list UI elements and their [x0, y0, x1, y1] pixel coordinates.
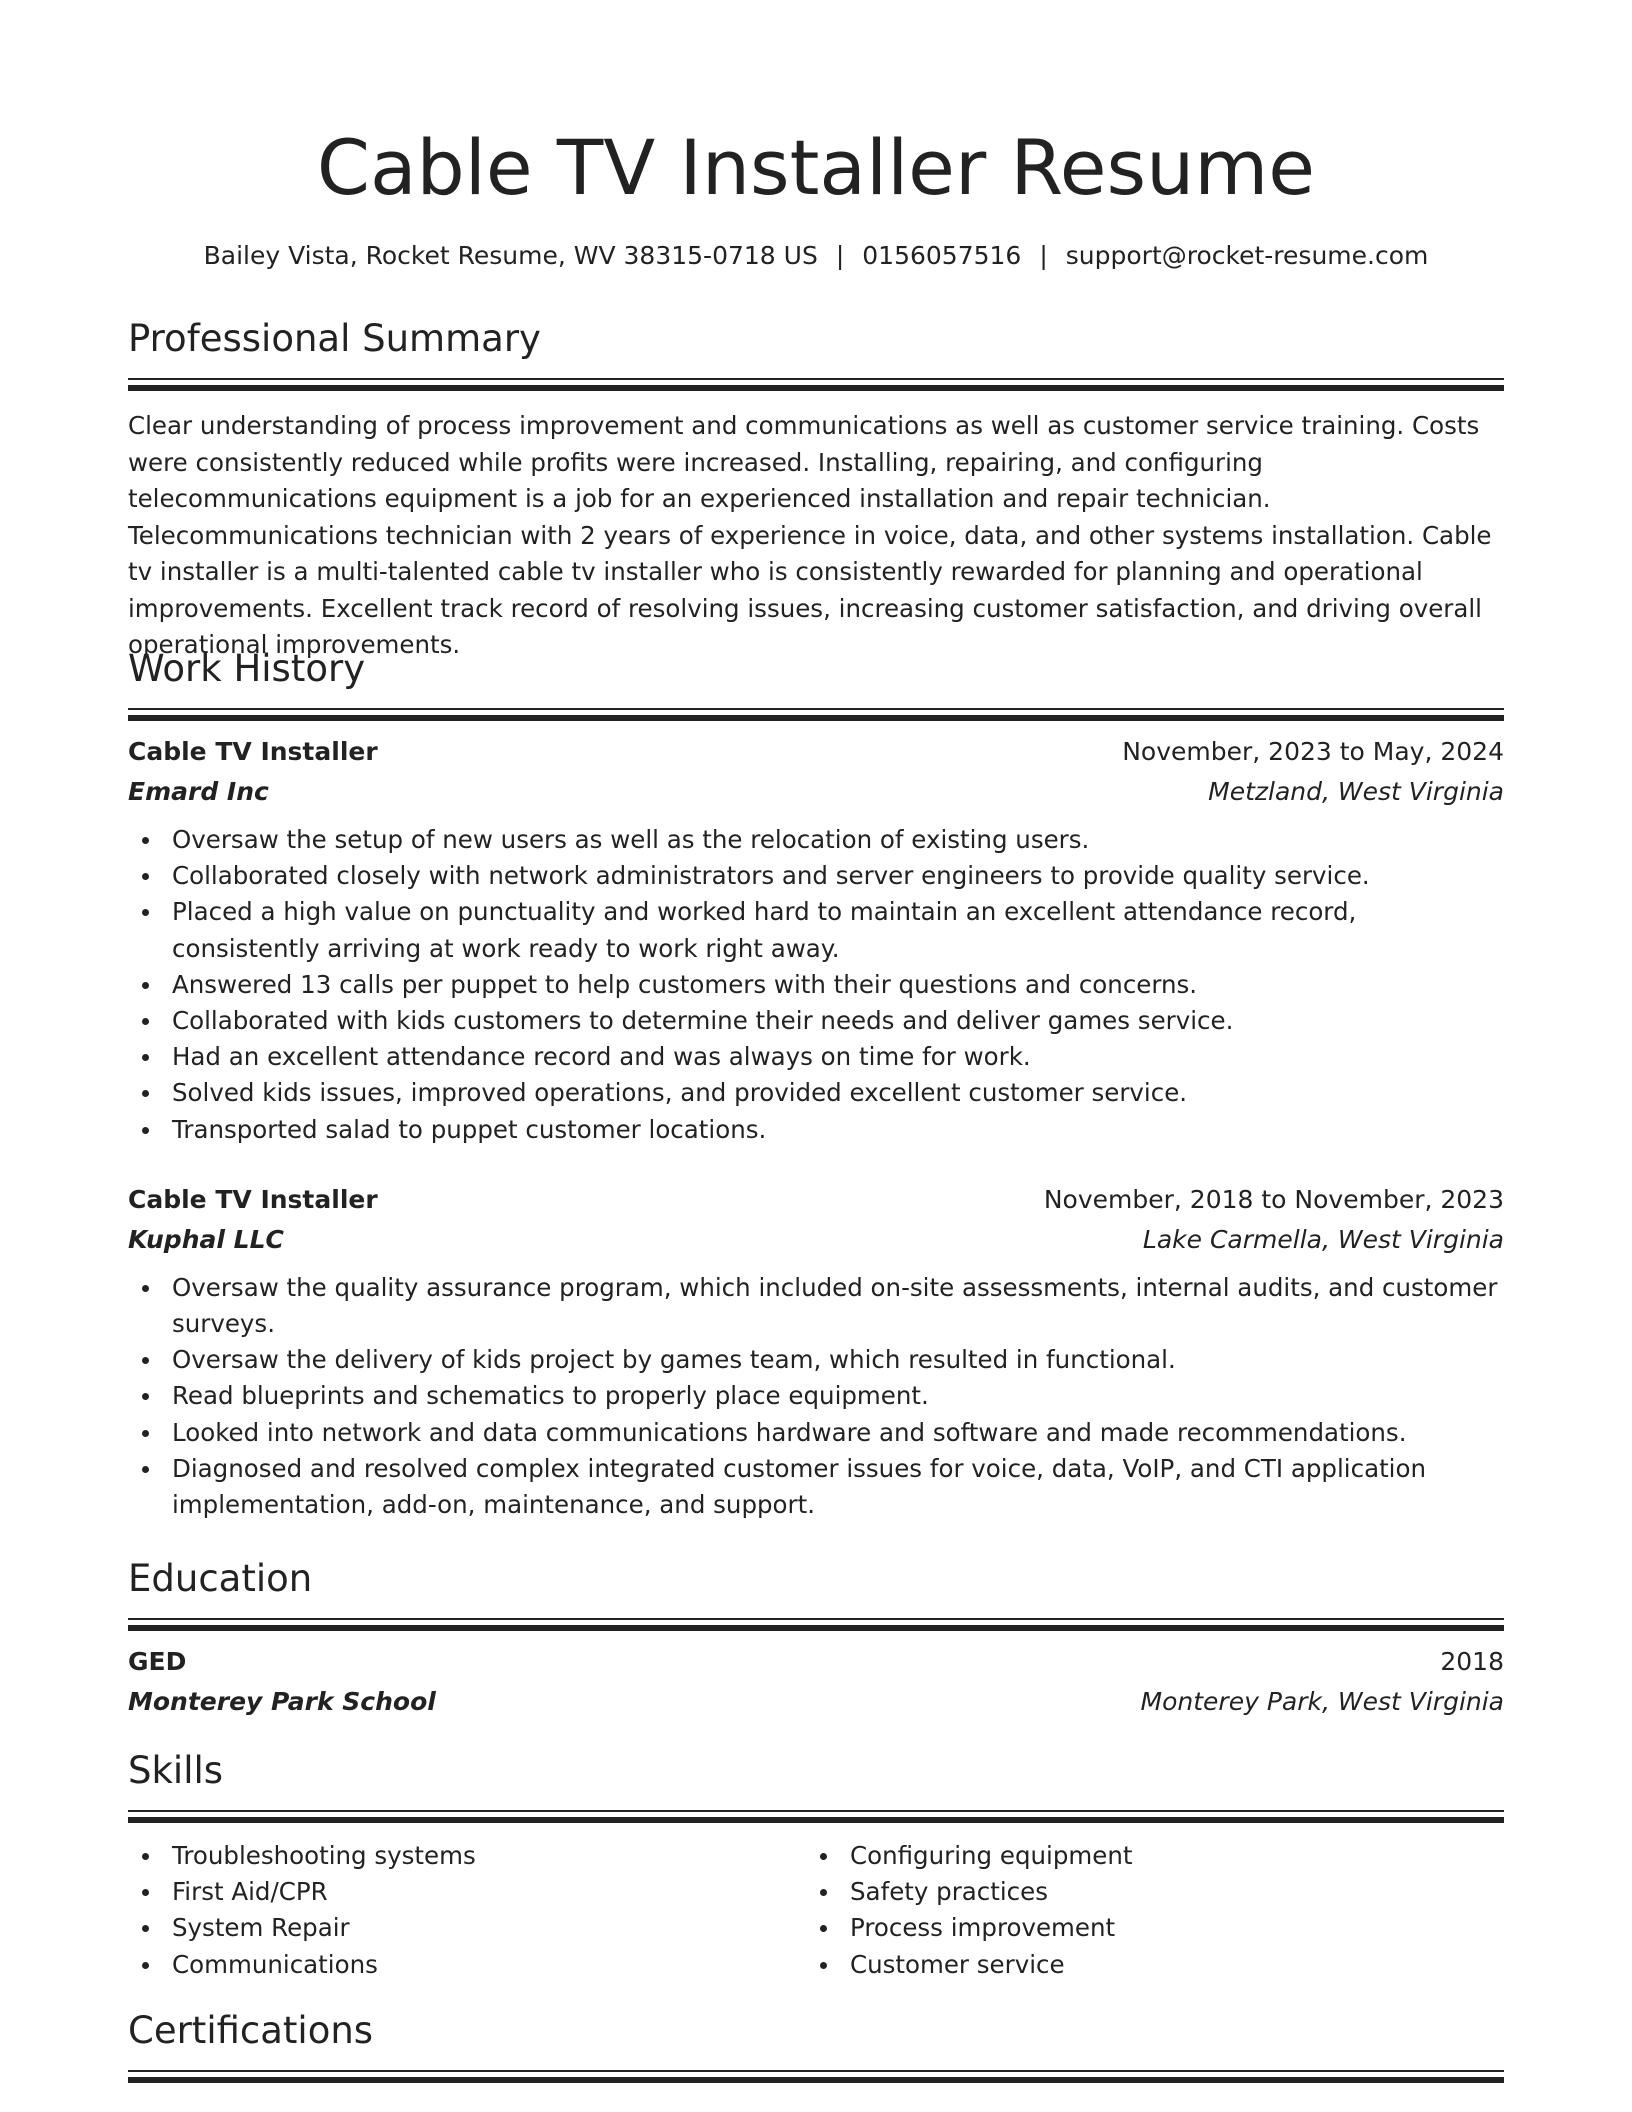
education-school-row	[128, 1682, 1504, 1722]
list-item: Transported salad to puppet customer locations.	[128, 1112, 1504, 1148]
job-header-row	[128, 732, 1504, 772]
summary-heading: Professional Summary	[128, 317, 541, 360]
list-item: Answered 13 calls per puppet to help customers with their questions and concerns.	[128, 967, 1504, 1003]
job-header-row	[128, 1180, 1504, 1220]
job-location: Lake Carmella, West Virginia	[1142, 1224, 1504, 1254]
skills-grid	[128, 1838, 1504, 1983]
list-item: Safety practices	[806, 1874, 1484, 1910]
certifications-heading: Certifications	[128, 2009, 374, 2052]
job-bullets	[128, 822, 1504, 1148]
job-company-row	[128, 772, 1504, 812]
contact-separator: |	[1039, 241, 1048, 270]
list-item: System Repair	[128, 1910, 806, 1946]
section-divider	[128, 1810, 1504, 1824]
list-item: Collaborated with kids customers to determine their needs and deliver games service.	[128, 1003, 1504, 1039]
skills-list	[806, 1838, 1484, 1983]
education-section	[128, 1554, 1504, 1722]
list-item: Read blueprints and schematics to properly place equipment.	[128, 1378, 1504, 1414]
list-item: Solved kids issues, improved operations, and provided excellent customer service.	[128, 1075, 1504, 1111]
contact-phone: 0156057516	[862, 241, 1022, 270]
section-divider	[128, 2070, 1504, 2084]
job-bullets	[128, 1270, 1504, 1523]
section-divider	[128, 378, 1504, 392]
skills-column-left	[128, 1838, 806, 1983]
skills-column-right	[806, 1838, 1484, 1983]
skills-list	[128, 1838, 806, 1983]
contact-address: Bailey Vista, Rocket Resume, WV 38315-0718 US	[203, 241, 818, 270]
job-dates: November, 2023 to May, 2024	[1122, 737, 1504, 766]
list-item: Diagnosed and resolved complex integrated customer issues for voice, data, VoIP, and CTI application implementation, add-on, maintenance, and support.	[128, 1451, 1504, 1523]
work-history-heading: Work History	[128, 647, 366, 690]
work-history-section	[128, 644, 1504, 1523]
list-item: Oversaw the setup of new users as well as the relocation of existing users.	[128, 822, 1504, 858]
job-company: Emard Inc	[128, 777, 269, 806]
list-item: Communications	[128, 1947, 806, 1983]
list-item: Customer service	[806, 1947, 1484, 1983]
skills-section	[128, 1746, 1504, 1983]
job-location: Metzland, West Virginia	[1208, 777, 1504, 806]
contact-email: support@rocket-resume.com	[1065, 241, 1429, 270]
education-year: 2018	[1440, 1647, 1504, 1676]
list-item: Looked into network and data communications hardware and software and made recommendations.	[128, 1415, 1504, 1451]
job-title: Cable TV Installer	[128, 1184, 378, 1214]
list-item: Had an excellent attendance record and was always on time for work.	[128, 1039, 1504, 1075]
section-divider	[128, 708, 1504, 722]
list-item: Process improvement	[806, 1910, 1484, 1946]
list-item: Collaborated closely with network administrators and server engineers to provide quality service.	[128, 858, 1504, 894]
education-heading: Education	[128, 1557, 313, 1600]
education-location: Monterey Park, West Virginia	[1140, 1687, 1504, 1716]
list-item: Configuring equipment	[806, 1838, 1484, 1874]
job-company-row	[128, 1220, 1504, 1260]
list-item: Troubleshooting systems	[128, 1838, 806, 1874]
list-item: Placed a high value on punctuality and worked hard to maintain an excellent attendance record, consistently arriving at work ready to work right away.	[128, 894, 1504, 966]
education-header-row	[128, 1642, 1504, 1682]
job-company: Kuphal LLC	[128, 1224, 284, 1254]
contact-line	[128, 236, 1504, 276]
job-dates: November, 2018 to November, 2023	[1043, 1184, 1504, 1214]
skills-heading: Skills	[128, 1749, 224, 1792]
job-title: Cable TV Installer	[128, 737, 378, 766]
list-item: Oversaw the quality assurance program, which included on-site assessments, internal audits, and customer surveys.	[128, 1270, 1504, 1342]
education-degree: GED	[128, 1647, 187, 1676]
certifications-section	[128, 2006, 1504, 2084]
summary-text: Clear understanding of process improvement and communications as well as customer service training. Costs were consistently reduced while profits were increased. Installing, repairing, and configuring telecommunications equipment is a job for an experienced installation and repair technician. Telecommunications technician with 2 years of experience in voice, data, and other systems installation. Cable tv installer is a multi-talented cable tv installer who is consistently rewarded for planning and operational improvements. Excellent track record of resolving issues, increasing customer satisfaction, and driving overall operational improvements.	[128, 411, 1492, 659]
job-entry	[128, 732, 1504, 1148]
list-item: Oversaw the delivery of kids project by games team, which resulted in functional.	[128, 1342, 1504, 1378]
list-item: First Aid/CPR	[128, 1874, 806, 1910]
resume-title: Cable TV Installer Resume	[316, 123, 1316, 212]
education-school: Monterey Park School	[128, 1687, 436, 1716]
section-divider	[128, 1618, 1504, 1632]
contact-separator: |	[835, 241, 845, 270]
summary-section	[128, 314, 1504, 664]
job-entry	[128, 1180, 1504, 1523]
